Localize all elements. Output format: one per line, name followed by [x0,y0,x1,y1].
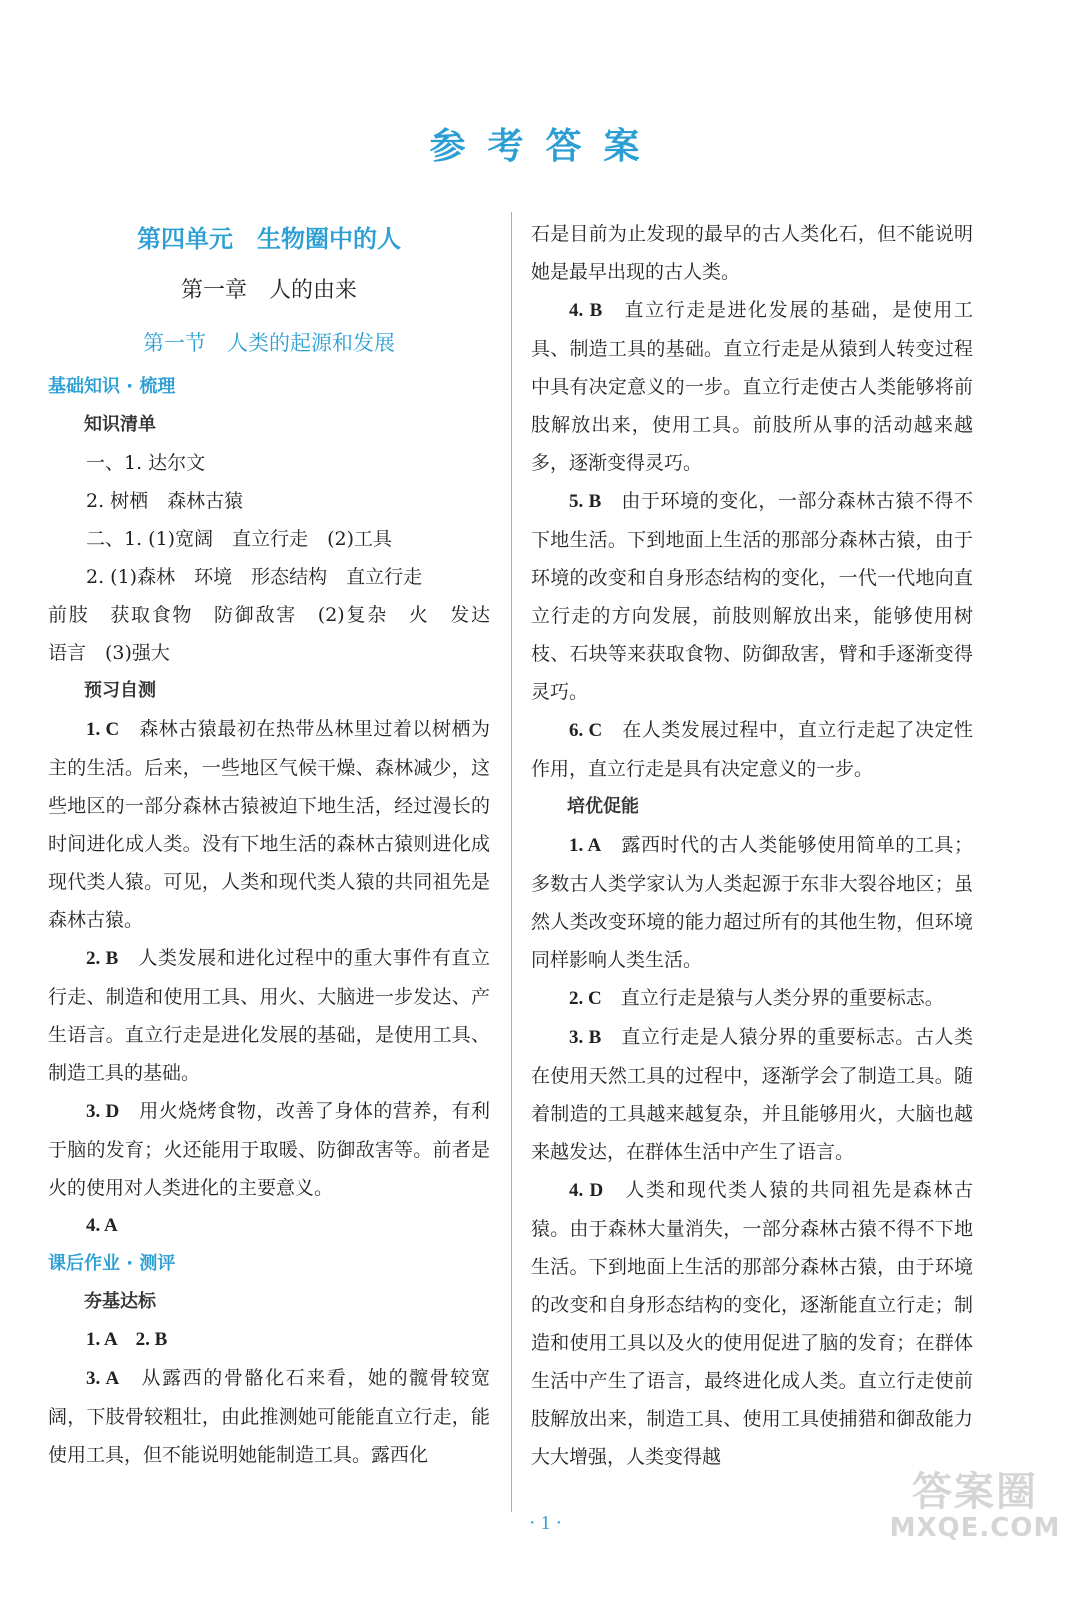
watermark-url: MXQE.COM [889,1513,1061,1543]
answer-number: 3. D [86,1101,120,1122]
subheading-preview-test: 预习自测 [84,680,156,701]
answer-number: 4. D [569,1180,604,1201]
answer-line: 前肢 获取食物 防御敌害 (2)复杂 火 发达 语言 (3)强大 [48,604,510,664]
answer-explanation: 在人类发展过程中，直立行走起了决定性作用，直立行走是具有决定意义的一步。 [531,719,973,780]
answer-explanation: 直立行走是进化发展的基础，是使用工具、制造工具的基础。直立行走是从猿到人转变过程中具有决定意义的一步。直立行走使古人类能够将前肢解放出来，使用工具。前肢所从事的活动越来越多，逐渐变得灵巧。 [531,299,973,474]
answer-item [531,979,973,1018]
answer-explanation: 直立行走是猿与人类分界的重要标志。 [620,987,944,1009]
unit-heading: 第四单元 生物圈中的人 [137,225,401,253]
category-heading-homework: 课后作业 · 测评 [48,1253,176,1274]
answer-explanation: 森林古猿最初在热带丛林里过着以树栖为主的生活。后来，一些地区气候干燥、森林减少，这些地区的一部分森林古猿被迫下地生活，经过漫长的时间进化成人类。没有下地生活的森林古猿则进化成现代类人猿。可见，人类和现代类人猿的共同祖先是森林古猿。 [48,718,490,931]
left-column [48,218,510,1474]
subheading-advanced: 培优促能 [567,796,639,817]
column-divider [511,212,512,1512]
answer-item [531,826,973,979]
answer-item [531,1171,973,1476]
answer-number: 5. B [569,491,602,512]
answer-explanation: 人类发展和进化过程中的重大事件有直立行走、制造和使用工具、用火、大脑进一步发达、产生语言。直立行走是进化发展的基础，是使用工具、制造工具的基础。 [48,947,490,1084]
answer-number: 1. A [569,835,602,856]
answer-explanation: 人类和现代类人猿的共同祖先是森林古猿。由于森林大量消失，一部分森林古猿不得不下地生活。下到地面上生活的那部分森林古猿，由于环境的改变和自身形态结构的变化，逐渐能直立行走；制造和使用工具以及火的使用促进了脑的发育；在群体生活中产生了语言，最终进化成人类。直立行走使前肢解放出来，制造工具、使用工具使捕猎和御敌能力大大增强，人类变得越 [531,1179,973,1468]
watermark-logo [880,1460,1070,1580]
answer-explanation: 用火烧烤食物，改善了身体的营养，有利于脑的发育；火还能用于取暖、防御敌害等。前者是火的使用对人类进化的主要意义。 [48,1100,490,1199]
answer-item [48,939,490,1092]
answer-item [531,1018,973,1171]
right-column [531,215,973,1476]
answer-line: 二、1. (1)宽阔 直立行走 (2)工具 [86,528,392,550]
answer-explanation: 直立行走是人猿分界的重要标志。古人类在使用天然工具的过程中，逐渐学会了制造工具。随着制造的工具越来越复杂，并且能够用火，大脑也越来越发达，在群体生活中产生了语言。 [531,1026,973,1163]
answer-line: 一、1. 达尔文 [86,452,206,474]
answer-explanation: 露西时代的古人类能够使用简单的工具；多数古人类学家认为人类起源于东非大裂谷地区；虽然人类改变环境的能力超过所有的其他生物，但环境同样影响人类生活。 [531,834,973,971]
watermark-text: 答案圈 [912,1469,1038,1515]
answer-explanation: 从露西的骨骼化石来看，她的髋骨较宽阔，下肢骨较粗壮，由此推测她可能能直立行走，能使用工具，但不能说明她能制造工具。露西化 [48,1367,490,1466]
answer-explanation: 由于环境的变化，一部分森林古猿不得不下地生活。下到地面上生活的那部分森林古猿，由于环境的改变和自身形态结构的变化，一代一代地向直立行走的方向发展，前肢则解放出来，能够使用树枝、石块等来获取食物、防御敌害，臂和手逐渐变得灵巧。 [531,490,973,703]
section-heading: 第一节 人类的起源和发展 [143,331,395,355]
answer-number: 3. A [86,1368,120,1389]
chapter-heading: 第一章 人的由来 [180,278,357,303]
answer-line: 2. (1)森林 环境 形态结构 直立行走 [86,566,423,588]
answer-number: 3. B [569,1027,602,1048]
answer-number: 2. C [569,988,602,1009]
answer-item: 4. A [86,1215,118,1236]
answer-item [48,1092,490,1207]
answer-number: 2. B [86,948,119,969]
answer-line: 2. 树栖 森林古猿 [86,490,244,512]
answer-number: 6. C [569,720,603,741]
answer-item: 1. A 2. B [86,1329,168,1350]
page-title: 参考答案 [429,126,662,167]
subheading-knowledge-list: 知识清单 [84,414,156,435]
answer-item [531,482,973,711]
answer-continuation: 石是目前为止发现的最早的古人类化石，但不能说明她是最早出现的古人类。 [531,223,973,283]
answer-item [531,711,973,788]
answer-item [48,1359,490,1474]
answer-item [48,710,490,939]
page-number: · 1 · [528,1512,563,1534]
subheading-foundation: 夯基达标 [84,1291,156,1312]
answer-item [531,291,973,482]
answer-number: 4. B [569,300,603,321]
category-heading-basic: 基础知识 · 梳理 [48,376,176,397]
answer-number: 1. C [86,719,120,740]
